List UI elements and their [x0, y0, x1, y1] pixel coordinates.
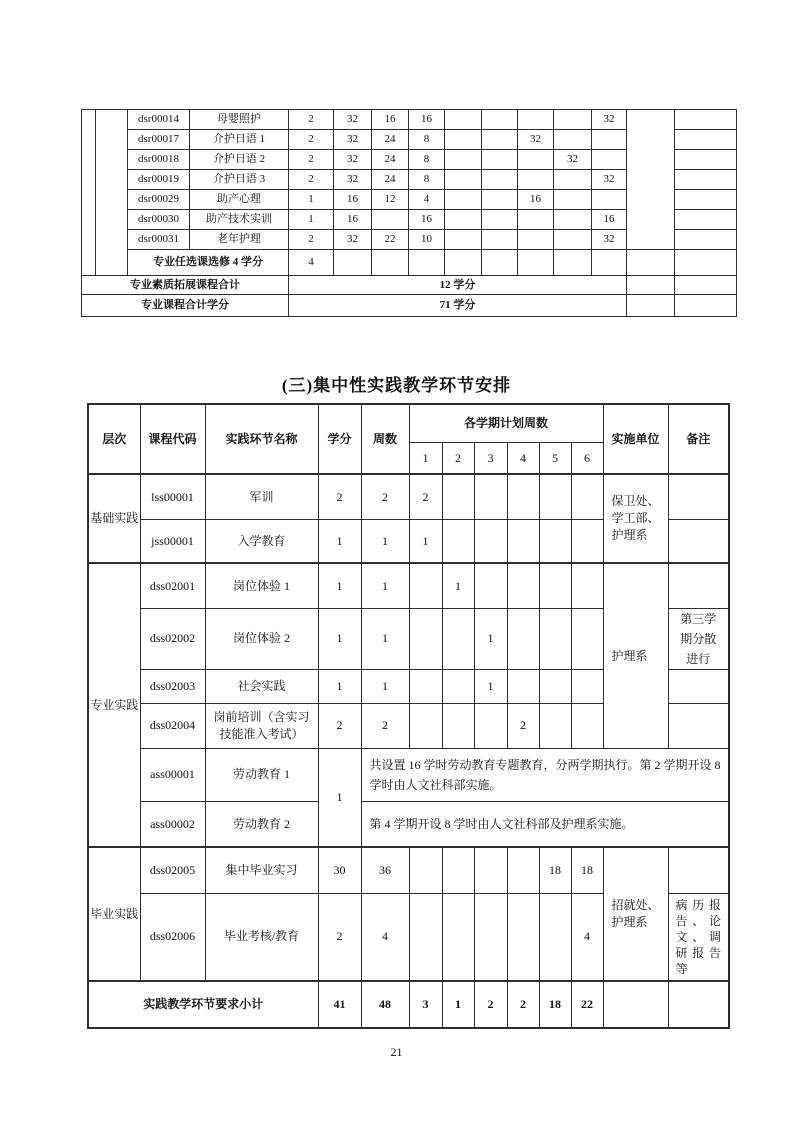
semester-hours-cell — [518, 210, 554, 230]
semester-hours-cell — [592, 190, 627, 210]
credit-cell: 2 — [318, 893, 361, 981]
header-sem-1: 1 — [409, 442, 442, 474]
header-remark: 备注 — [668, 404, 729, 474]
elective-credit-cell: 4 — [289, 250, 334, 276]
course-code-cell: ass00001 — [140, 748, 205, 801]
sem-weeks-cell — [442, 474, 474, 519]
semester-hours-cell — [482, 130, 518, 150]
semester-hours-cell: 32 — [592, 170, 627, 190]
header-weeks: 周数 — [361, 404, 409, 474]
unit-cell — [627, 250, 675, 276]
header-sem-2: 2 — [442, 442, 474, 474]
sem-weeks-cell — [571, 703, 603, 748]
remark-cell: 病历报告、论文、调研报告等 — [668, 893, 729, 981]
total-sem-cell: 1 — [442, 981, 474, 1028]
sem-weeks-cell — [442, 669, 474, 703]
credit-cell: 2 — [289, 150, 334, 170]
course-code-cell: dsr00031 — [128, 230, 190, 250]
header-credits: 学分 — [318, 404, 361, 474]
semester-hours-cell — [445, 150, 482, 170]
semester-hours-cell — [554, 130, 592, 150]
course-name-cell: 老年护理 — [190, 230, 289, 250]
remark-cell — [668, 563, 729, 608]
course-code-cell: dsr00030 — [128, 210, 190, 230]
weeks-cell: 1 — [361, 669, 409, 703]
sem-weeks-cell — [507, 608, 539, 669]
weeks-cell: 1 — [361, 608, 409, 669]
sem-weeks-cell: 2 — [507, 703, 539, 748]
sem-weeks-cell: 1 — [474, 608, 507, 669]
theory-hours-cell: 16 — [372, 110, 409, 130]
sem-weeks-cell — [409, 703, 442, 748]
remark-cell — [675, 210, 737, 230]
sem-weeks-cell — [474, 847, 507, 893]
sem-weeks-cell — [474, 893, 507, 981]
remark-cell — [668, 703, 729, 748]
total-sem-cell: 18 — [539, 981, 571, 1028]
practice-schedule-table — [87, 403, 730, 1029]
credit-cell: 2 — [289, 170, 334, 190]
continued-course-table — [81, 109, 737, 317]
header-level: 层次 — [88, 404, 140, 474]
theory-hours-cell: 12 — [372, 190, 409, 210]
empty-cell — [518, 250, 554, 276]
practice-name-cell: 入学教育 — [205, 519, 318, 563]
course-name-cell: 助产技术实训 — [190, 210, 289, 230]
weeks-cell: 2 — [361, 703, 409, 748]
sem-weeks-cell — [571, 669, 603, 703]
sem-weeks-cell — [571, 519, 603, 563]
course-code-cell: dss02001 — [140, 563, 205, 608]
sem-weeks-cell — [507, 847, 539, 893]
total-label-cell: 实践教学环节要求小计 — [88, 981, 318, 1028]
remark-cell — [668, 669, 729, 703]
credit-cell: 1 — [318, 748, 361, 847]
sem-weeks-cell — [474, 703, 507, 748]
theory-hours-cell — [372, 210, 409, 230]
credit-cell: 1 — [318, 608, 361, 669]
sem-weeks-cell — [507, 893, 539, 981]
unit-merged-cell — [627, 110, 675, 250]
course-code-cell: dsr00018 — [128, 150, 190, 170]
sem-weeks-cell: 2 — [409, 474, 442, 519]
empty-cell — [334, 250, 372, 276]
sem-weeks-cell — [539, 893, 571, 981]
semester-hours-cell — [482, 170, 518, 190]
header-sem-3: 3 — [474, 442, 507, 474]
header-practice-name: 实践环节名称 — [205, 404, 318, 474]
semester-hours-cell — [554, 210, 592, 230]
course-code-cell: dsr00017 — [128, 130, 190, 150]
semester-hours-cell — [445, 190, 482, 210]
summary-label-cell: 专业素质拓展课程合计 — [82, 276, 289, 295]
practice-hours-cell: 10 — [409, 230, 445, 250]
course-code-cell: dsr00014 — [128, 110, 190, 130]
level-cell: 基础实践 — [88, 474, 140, 563]
semester-hours-cell — [518, 110, 554, 130]
empty-cell — [592, 250, 627, 276]
practice-name-cell: 岗前培训（含实习技能准入考试） — [205, 703, 318, 748]
semester-hours-cell — [482, 190, 518, 210]
semester-hours-cell — [592, 130, 627, 150]
section-title: (三)集中性实践教学环节安排 — [281, 376, 512, 395]
practice-hours-cell: 16 — [409, 110, 445, 130]
remark-cell — [668, 981, 729, 1028]
remark-cell — [675, 130, 737, 150]
course-name-cell: 介护日语 3 — [190, 170, 289, 190]
empty-cell — [445, 250, 482, 276]
sem-weeks-cell — [507, 669, 539, 703]
sem-weeks-cell: 1 — [409, 519, 442, 563]
semester-hours-cell: 32 — [592, 230, 627, 250]
header-semester-plan: 各学期计划周数 — [409, 404, 603, 442]
sem-weeks-cell: 18 — [571, 847, 603, 893]
weeks-cell: 2 — [361, 474, 409, 519]
header-sem-5: 5 — [539, 442, 571, 474]
sem-weeks-cell: 1 — [474, 669, 507, 703]
sem-weeks-cell — [571, 608, 603, 669]
semester-hours-cell — [482, 230, 518, 250]
sem-weeks-cell — [507, 474, 539, 519]
semester-hours-cell — [445, 230, 482, 250]
course-name-cell: 介护日语 2 — [190, 150, 289, 170]
hours-cell: 32 — [334, 230, 372, 250]
course-code-cell: dss02002 — [140, 608, 205, 669]
subcategory-spacer-cell — [96, 110, 128, 276]
header-course-code: 课程代码 — [140, 404, 205, 474]
semester-hours-cell: 32 — [518, 130, 554, 150]
course-code-cell: dsr00029 — [128, 190, 190, 210]
sem-weeks-cell — [539, 703, 571, 748]
remark-cell — [675, 295, 737, 317]
semester-hours-cell — [554, 170, 592, 190]
sem-weeks-cell — [474, 519, 507, 563]
remark-cell — [668, 474, 729, 519]
credit-cell: 1 — [318, 563, 361, 608]
remark-cell — [668, 519, 729, 563]
course-code-cell: ass00002 — [140, 801, 205, 847]
credit-cell: 2 — [289, 130, 334, 150]
practice-hours-cell: 8 — [409, 170, 445, 190]
sem-weeks-cell — [507, 519, 539, 563]
summary-value-cell: 12 学分 — [289, 276, 627, 295]
semester-hours-cell — [518, 170, 554, 190]
credit-cell: 2 — [289, 230, 334, 250]
credit-cell: 2 — [318, 474, 361, 519]
hours-cell: 32 — [334, 130, 372, 150]
practice-hours-cell: 8 — [409, 130, 445, 150]
sem-weeks-cell — [539, 669, 571, 703]
course-name-cell: 助产心理 — [190, 190, 289, 210]
credit-cell: 1 — [289, 210, 334, 230]
sem-weeks-cell — [474, 474, 507, 519]
semester-hours-cell — [482, 110, 518, 130]
sem-weeks-cell — [507, 563, 539, 608]
credit-cell: 2 — [289, 110, 334, 130]
weeks-cell: 36 — [361, 847, 409, 893]
semester-hours-cell — [445, 110, 482, 130]
practice-hours-cell: 8 — [409, 150, 445, 170]
sem-weeks-cell — [539, 563, 571, 608]
total-sem-cell: 22 — [571, 981, 603, 1028]
semester-hours-cell — [482, 150, 518, 170]
empty-cell — [409, 250, 445, 276]
header-sem-4: 4 — [507, 442, 539, 474]
sem-weeks-cell — [409, 669, 442, 703]
sem-weeks-cell — [571, 563, 603, 608]
sem-weeks-cell — [442, 608, 474, 669]
course-code-cell: dss02003 — [140, 669, 205, 703]
total-sem-cell: 2 — [474, 981, 507, 1028]
credit-cell: 1 — [318, 669, 361, 703]
sem-weeks-cell — [442, 847, 474, 893]
semester-hours-cell — [445, 170, 482, 190]
course-code-cell: jss00001 — [140, 519, 205, 563]
practice-name-cell: 集中毕业实习 — [205, 847, 318, 893]
remark-cell — [675, 150, 737, 170]
semester-hours-cell — [445, 210, 482, 230]
remark-cell — [675, 110, 737, 130]
theory-hours-cell: 24 — [372, 170, 409, 190]
semester-hours-cell — [554, 190, 592, 210]
hours-cell: 32 — [334, 170, 372, 190]
labor-note-cell: 共设置 16 学时劳动教育专题教育，分两学期执行。第 2 学期开设 8 学时由人文社科部实施。 — [361, 748, 729, 801]
theory-hours-cell: 24 — [372, 150, 409, 170]
sem-weeks-cell — [571, 474, 603, 519]
semester-hours-cell — [592, 150, 627, 170]
remark-cell — [675, 250, 737, 276]
semester-hours-cell: 32 — [592, 110, 627, 130]
sem-weeks-cell — [539, 608, 571, 669]
unit-cell — [627, 295, 675, 317]
semester-hours-cell: 16 — [592, 210, 627, 230]
unit-cell: 保卫处、学工部、护理系 — [603, 474, 668, 563]
semester-hours-cell: 32 — [554, 150, 592, 170]
credit-cell: 30 — [318, 847, 361, 893]
labor-note-cell: 第 4 学期开设 8 学时由人文社科部及护理系实施。 — [361, 801, 729, 847]
summary-value-cell: 71 学分 — [289, 295, 627, 317]
level-cell: 专业实践 — [88, 563, 140, 847]
practice-name-cell: 劳动教育 1 — [205, 748, 318, 801]
course-code-cell: dss02005 — [140, 847, 205, 893]
theory-hours-cell: 22 — [372, 230, 409, 250]
remark-cell — [675, 170, 737, 190]
unit-cell: 护理系 — [603, 563, 668, 748]
hours-cell: 16 — [334, 210, 372, 230]
unit-cell — [603, 981, 668, 1028]
hours-cell: 32 — [334, 110, 372, 130]
weeks-cell: 1 — [361, 563, 409, 608]
total-sem-cell: 3 — [409, 981, 442, 1028]
weeks-cell: 1 — [361, 519, 409, 563]
total-weeks-cell: 48 — [361, 981, 409, 1028]
theory-hours-cell: 24 — [372, 130, 409, 150]
credit-cell: 1 — [318, 519, 361, 563]
hours-cell: 32 — [334, 150, 372, 170]
semester-hours-cell — [554, 110, 592, 130]
empty-cell — [554, 250, 592, 276]
practice-name-cell: 军训 — [205, 474, 318, 519]
level-cell: 毕业实践 — [88, 847, 140, 981]
remark-cell — [675, 190, 737, 210]
unit-cell — [627, 276, 675, 295]
total-sem-cell: 2 — [507, 981, 539, 1028]
sem-weeks-cell: 1 — [442, 563, 474, 608]
remark-cell — [675, 230, 737, 250]
semester-hours-cell — [445, 130, 482, 150]
semester-hours-cell — [518, 230, 554, 250]
empty-cell — [482, 250, 518, 276]
course-code-cell: dsr00019 — [128, 170, 190, 190]
practice-name-cell: 岗位体验 1 — [205, 563, 318, 608]
header-sem-6: 6 — [571, 442, 603, 474]
practice-name-cell: 社会实践 — [205, 669, 318, 703]
sem-weeks-cell — [539, 519, 571, 563]
sem-weeks-cell: 4 — [571, 893, 603, 981]
sem-weeks-cell — [409, 563, 442, 608]
semester-hours-cell — [482, 210, 518, 230]
course-name-cell: 介护日语 1 — [190, 130, 289, 150]
unit-cell: 招就处、护理系 — [603, 847, 668, 981]
empty-cell — [372, 250, 409, 276]
weeks-cell: 4 — [361, 893, 409, 981]
sem-weeks-cell — [442, 703, 474, 748]
page-number: 21 — [390, 1045, 403, 1059]
sem-weeks-cell: 18 — [539, 847, 571, 893]
practice-hours-cell: 16 — [409, 210, 445, 230]
sem-weeks-cell — [409, 608, 442, 669]
credit-cell: 2 — [318, 703, 361, 748]
semester-hours-cell — [554, 230, 592, 250]
hours-cell: 16 — [334, 190, 372, 210]
remark-cell — [675, 276, 737, 295]
header-unit: 实施单位 — [603, 404, 668, 474]
remark-cell: 第三学期分散进行 — [668, 608, 729, 669]
sem-weeks-cell — [409, 893, 442, 981]
elective-label-cell: 专业任选课选修 4 学分 — [128, 250, 289, 276]
course-code-cell: lss00001 — [140, 474, 205, 519]
credit-cell: 1 — [289, 190, 334, 210]
course-code-cell: dss02004 — [140, 703, 205, 748]
total-credit-cell: 41 — [318, 981, 361, 1028]
summary-label-cell: 专业课程合计学分 — [82, 295, 289, 317]
sem-weeks-cell — [539, 474, 571, 519]
semester-hours-cell — [518, 150, 554, 170]
remark-cell — [668, 847, 729, 893]
category-spacer-cell — [82, 110, 96, 276]
practice-hours-cell: 4 — [409, 190, 445, 210]
sem-weeks-cell — [442, 893, 474, 981]
course-code-cell: dss02006 — [140, 893, 205, 981]
sem-weeks-cell — [409, 847, 442, 893]
practice-name-cell: 毕业考核/教育 — [205, 893, 318, 981]
practice-name-cell: 岗位体验 2 — [205, 608, 318, 669]
practice-name-cell: 劳动教育 2 — [205, 801, 318, 847]
sem-weeks-cell — [442, 519, 474, 563]
sem-weeks-cell — [474, 563, 507, 608]
course-name-cell: 母婴照护 — [190, 110, 289, 130]
semester-hours-cell: 16 — [518, 190, 554, 210]
